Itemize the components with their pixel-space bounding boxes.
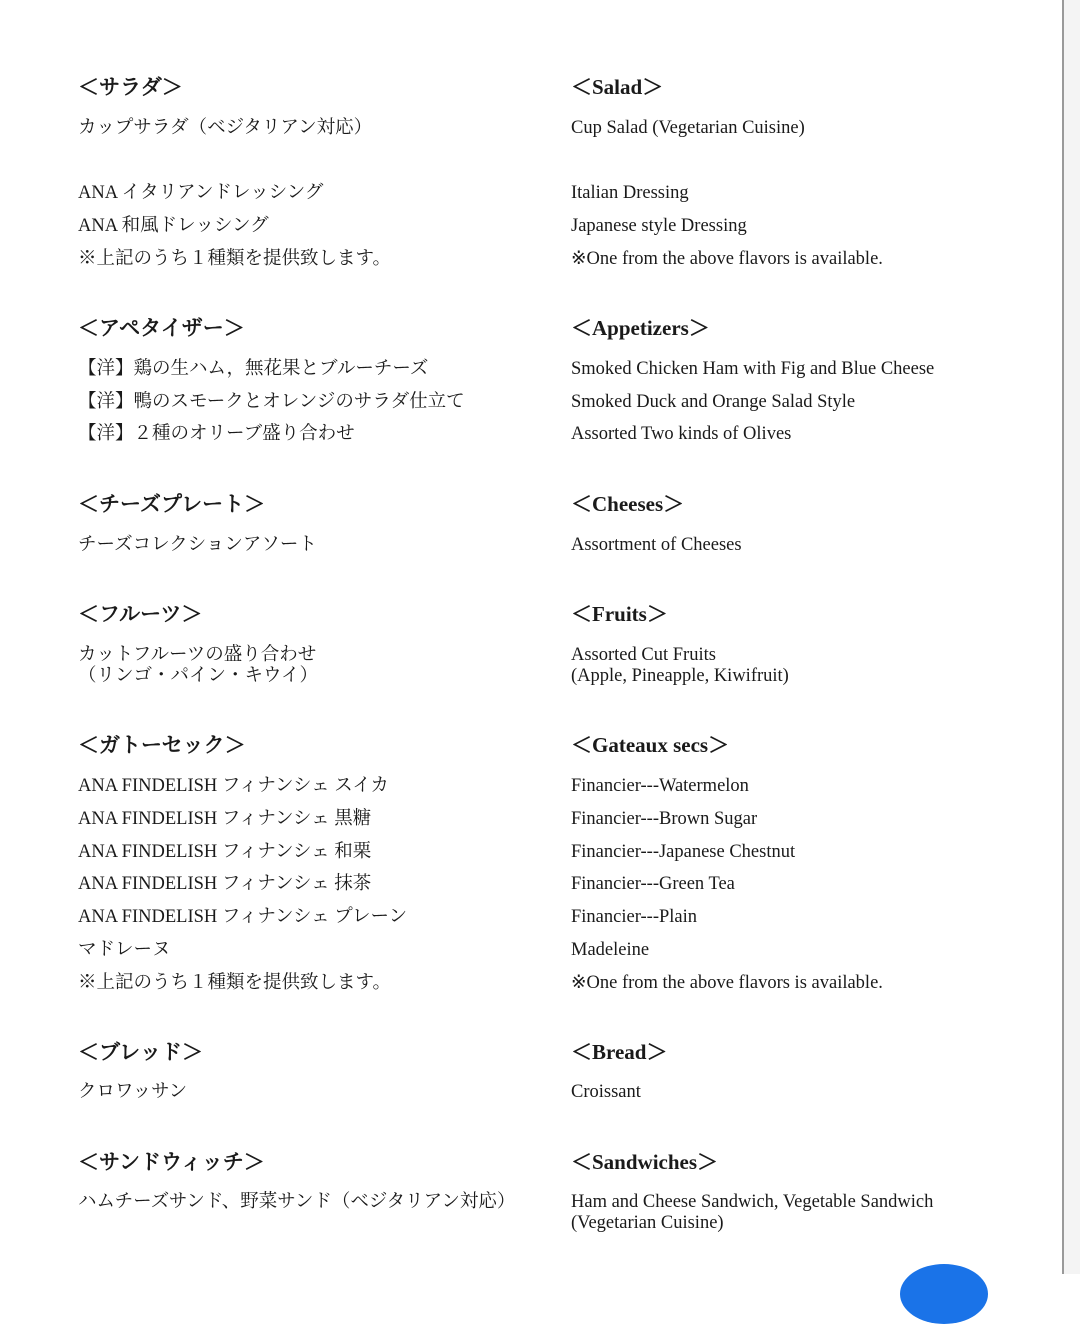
menu-item-jp: 【洋】鶏の生ハム，無花果とブルーチーズ [78, 359, 429, 379]
menu-item-jp: ANA FINDELISH フィナンシェ 黒糖 [78, 809, 372, 829]
menu-item-en: Japanese style Dressing [571, 216, 747, 236]
menu-item-en: Financier---Japanese Chestnut [571, 842, 796, 862]
menu-item-jp: （リンゴ・パイン・キウイ） [78, 666, 318, 686]
menu-item-jp: カップサラダ（ベジタリアン対応） [78, 118, 373, 138]
menu-item-en: Cup Salad (Vegetarian Cuisine) [571, 118, 805, 138]
scroll-gutter[interactable] [1064, 0, 1080, 1274]
menu-item-en: (Apple, Pineapple, Kiwifruit) [571, 666, 789, 686]
section-heading-en: ＜Bread＞ [571, 1040, 668, 1064]
menu-item-en: Assorted Cut Fruits [571, 645, 716, 665]
menu-note-en: ※One from the above flavors is available. [571, 973, 883, 993]
section-heading-jp: ＜ガトーセック＞ [78, 733, 246, 757]
menu-item-jp: クロワッサン [78, 1082, 188, 1102]
menu-item-jp: ANA 和風ドレッシング [78, 216, 269, 236]
menu-item-en: Assortment of Cheeses [571, 535, 742, 555]
section-heading-jp: ＜サラダ＞ [78, 75, 183, 99]
section-heading-en: ＜Appetizers＞ [571, 316, 710, 340]
menu-item-jp: ANA FINDELISH フィナンシェ スイカ [78, 776, 389, 796]
menu-item-jp: ANA FINDELISH フィナンシェ 和栗 [78, 842, 372, 862]
menu-note-en: ※One from the above flavors is available. [571, 249, 883, 269]
section-heading-en: ＜Salad＞ [571, 75, 664, 99]
menu-item-en: Financier---Brown Sugar [571, 809, 758, 829]
section-heading-en: ＜Gateaux secs＞ [571, 733, 730, 757]
menu-item-jp: ANA イタリアンドレッシング [78, 183, 324, 203]
menu-item-en: Ham and Cheese Sandwich, Vegetable Sandwich [571, 1192, 934, 1212]
menu-item-en: Smoked Duck and Orange Salad Style [571, 392, 856, 412]
section-heading-jp: ＜ブレッド＞ [78, 1040, 203, 1064]
menu-item-en: Croissant [571, 1082, 641, 1102]
menu-item-jp: マドレーヌ [78, 940, 171, 960]
menu-item-jp: ハムチーズサンド、野菜サンド（ベジタリアン対応） [78, 1192, 516, 1212]
menu-note-jp: ※上記のうち１種類を提供致します。 [78, 249, 392, 269]
menu-item-jp: 【洋】２種のオリーブ盛り合わせ [78, 424, 355, 444]
menu-item-en: Smoked Chicken Ham with Fig and Blue Cheese [571, 359, 935, 379]
menu-item-en: Financier---Plain [571, 907, 698, 927]
menu-item-jp: ANA FINDELISH フィナンシェ 抹茶 [78, 874, 372, 894]
section-heading-jp: ＜サンドウィッチ＞ [78, 1150, 265, 1174]
menu-item-en: Madeleine [571, 940, 650, 960]
menu-item-jp: カットフルーツの盛り合わせ [78, 645, 317, 665]
floating-action-button[interactable] [900, 1264, 988, 1324]
menu-note-jp: ※上記のうち１種類を提供致します。 [78, 973, 392, 993]
menu-item-en: Financier---Green Tea [571, 874, 735, 894]
section-heading-jp: ＜フルーツ＞ [78, 602, 203, 626]
menu-item-en: Assorted Two kinds of Olives [571, 424, 792, 444]
section-heading-en: ＜Cheeses＞ [571, 492, 685, 516]
section-heading-en: ＜Fruits＞ [571, 602, 668, 626]
menu-item-jp: ANA FINDELISH フィナンシェ プレーン [78, 907, 408, 927]
section-heading-jp: ＜アペタイザー＞ [78, 316, 245, 340]
menu-item-en: Financier---Watermelon [571, 776, 749, 796]
menu-item-en: (Vegetarian Cuisine) [571, 1213, 724, 1233]
menu-item-jp: 【洋】鴨のスモークとオレンジのサラダ仕立て [78, 392, 465, 412]
menu-item-en: Italian Dressing [571, 183, 689, 203]
section-heading-jp: ＜チーズプレート＞ [78, 492, 266, 516]
menu-item-jp: チーズコレクションアソート [78, 535, 317, 555]
section-heading-en: ＜Sandwiches＞ [571, 1150, 719, 1174]
